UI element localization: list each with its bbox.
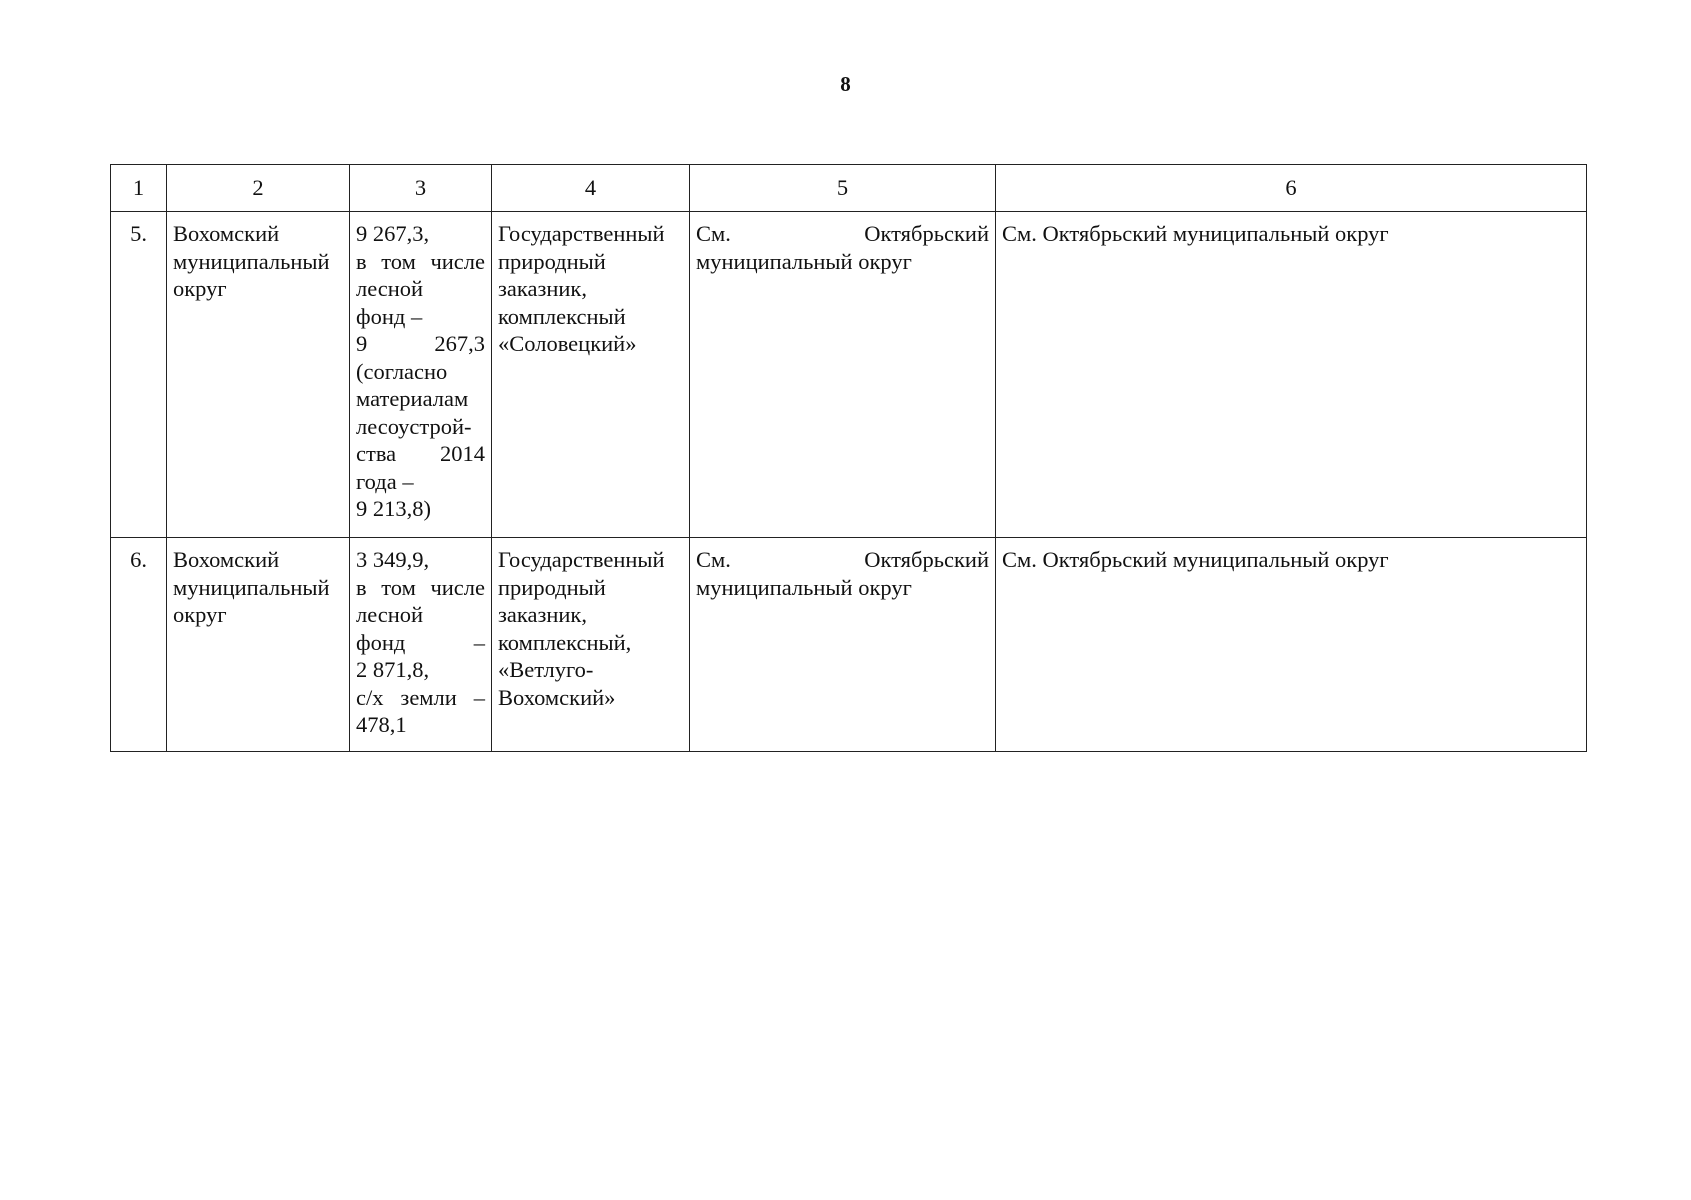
reserve-line: Вохомский» bbox=[498, 684, 616, 710]
page-number: 8 bbox=[840, 72, 851, 96]
reserve-line: комплексный, bbox=[498, 629, 632, 655]
district-line: муниципальный bbox=[173, 248, 330, 274]
document-table bbox=[110, 164, 1587, 752]
reserve-line: комплексный bbox=[498, 303, 626, 329]
row-number-cell bbox=[111, 212, 167, 538]
col5-line: См. Октябрьский bbox=[696, 547, 989, 572]
col5-line: См. Октябрьский bbox=[696, 221, 989, 246]
reserve-line: Государственный bbox=[498, 221, 665, 246]
reserve-line: Государственный bbox=[498, 547, 665, 572]
district-line: округ bbox=[173, 602, 227, 627]
row-number: 6. bbox=[130, 547, 147, 572]
col5-line: муниципальный округ bbox=[696, 248, 912, 274]
area-line: лесоустрой- bbox=[356, 413, 472, 439]
header-cell: 2 bbox=[167, 165, 350, 212]
area-line: фонд – bbox=[356, 629, 485, 655]
district-line: округ bbox=[173, 276, 227, 301]
col5-cell bbox=[690, 212, 996, 538]
reserve-line: «Ветлуго- bbox=[498, 657, 594, 682]
header-cell: 4 bbox=[492, 165, 690, 212]
area-cell bbox=[350, 212, 492, 538]
col6-cell bbox=[996, 538, 1587, 752]
row-number: 5. bbox=[130, 221, 147, 246]
district-line: Вохомский bbox=[173, 221, 280, 246]
reserve-line: «Соловецкий» bbox=[498, 331, 637, 356]
area-line: года – bbox=[356, 468, 414, 494]
area-line: 2 871,8, bbox=[356, 657, 430, 682]
area-line: 9 267,3 bbox=[356, 331, 485, 356]
district-line: муниципальный bbox=[173, 574, 330, 600]
reserve-line: заказник, bbox=[498, 602, 587, 627]
reserve-cell bbox=[492, 538, 690, 752]
area-line: 478,1 bbox=[356, 712, 407, 737]
header-cell: 3 bbox=[350, 165, 492, 212]
area-line: 9 267,3, bbox=[356, 221, 430, 246]
area-line: 9 213,8) bbox=[356, 496, 431, 521]
col5-line: муниципальный округ bbox=[696, 574, 912, 600]
header-cell: 5 bbox=[690, 165, 996, 212]
area-cell bbox=[350, 538, 492, 752]
table-row bbox=[111, 212, 1587, 538]
area-line: материалам bbox=[356, 386, 469, 411]
area-line: лесной bbox=[356, 602, 424, 627]
reserve-cell bbox=[492, 212, 690, 538]
reserve-line: природный bbox=[498, 248, 606, 274]
table-row bbox=[111, 538, 1587, 752]
area-line: лесной bbox=[356, 276, 424, 301]
col6-text: См. Октябрьский муниципальный округ bbox=[1002, 221, 1389, 246]
col6-text: См. Октябрьский муниципальный округ bbox=[1002, 547, 1389, 572]
area-line: 3 349,9, bbox=[356, 547, 430, 572]
header-cell: 1 bbox=[111, 165, 167, 212]
reserve-line: заказник, bbox=[498, 276, 587, 301]
col5-cell bbox=[690, 538, 996, 752]
area-line: (согласно bbox=[356, 358, 448, 384]
table-header-row bbox=[111, 165, 1587, 212]
area-line: в том числе bbox=[356, 248, 485, 274]
district-cell bbox=[167, 538, 350, 752]
area-line: фонд – bbox=[356, 303, 423, 329]
reserve-line: природный bbox=[498, 574, 606, 600]
district-line: Вохомский bbox=[173, 547, 280, 572]
header-cell: 6 bbox=[996, 165, 1587, 212]
row-number-cell bbox=[111, 538, 167, 752]
area-line: с/х земли – bbox=[356, 684, 485, 710]
area-line: ства 2014 bbox=[356, 441, 485, 466]
col6-cell bbox=[996, 212, 1587, 538]
district-cell bbox=[167, 212, 350, 538]
area-line: в том числе bbox=[356, 574, 485, 600]
